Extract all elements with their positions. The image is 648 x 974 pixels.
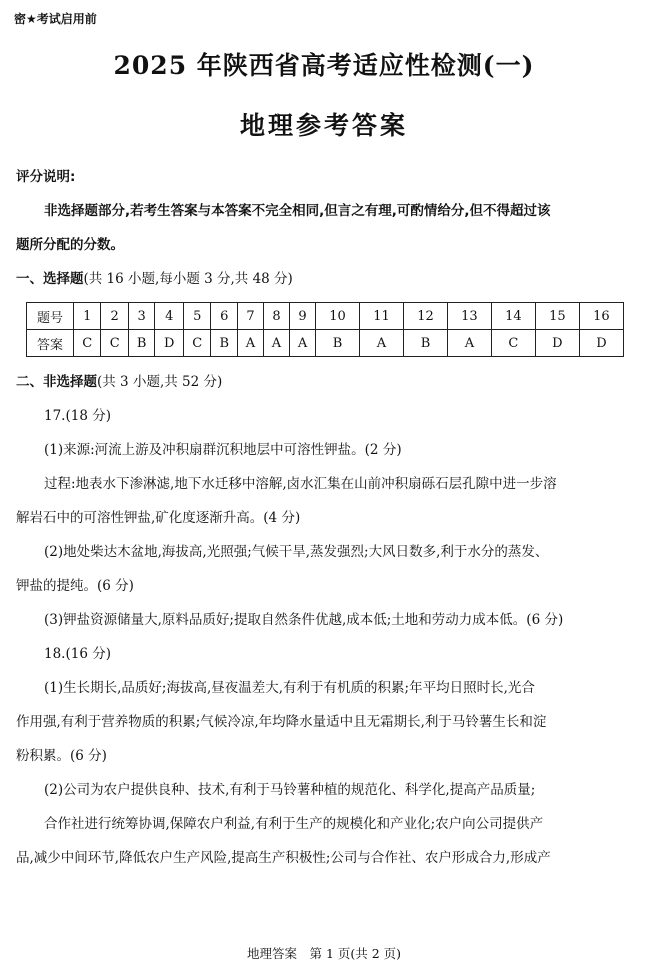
question-number-cell: 4 <box>155 303 184 330</box>
answer-text-line: (1)生长期长,品质好;海拔高,昼夜温差大,有利于有机质的积累;年平均日照时长,光合 <box>44 680 535 696</box>
question-number-cell: 12 <box>403 303 447 330</box>
question-number-cell: 10 <box>316 303 360 330</box>
answer-cell: D <box>155 330 184 357</box>
answer-text-line: 17.(18 分) <box>44 408 111 424</box>
answer-label: 答案 <box>27 330 74 357</box>
answer-text-line: (3)钾盐资源储量大,原料品质好;提取自然条件优越,成本低;土地和劳动力成本低。(6 分) <box>44 612 564 628</box>
question-number-cell: 8 <box>263 303 289 330</box>
answer-text-line: 过程:地表水下渗淋滤,地下水迁移中溶解,卤水汇集在山前冲积扇砾石层孔隙中进一步溶 <box>44 476 557 492</box>
question-number-cell: 15 <box>535 303 579 330</box>
answer-cell: D <box>579 330 623 357</box>
section1-heading <box>16 262 634 296</box>
answer-cell: C <box>184 330 211 357</box>
page-footer: 地理答案 第 1 页(共 2 页) <box>246 946 402 961</box>
answer-text-line: (2)地处柴达木盆地,海拔高,光照强;气候干旱,蒸发强烈;大风日数多,利于水分的蒸发、 <box>44 544 549 560</box>
scoring-text-line2: 题所分配的分数。 <box>16 237 124 253</box>
answer-text-line: (1)来源:河流上游及冲积扇群沉积地层中可溶性钾盐。(2 分) <box>44 442 402 458</box>
answer-cell: C <box>74 330 101 357</box>
answer-text-line: 18.(16 分) <box>44 646 111 662</box>
answer-cell: A <box>447 330 491 357</box>
answer-text-line: 粉积累。(6 分) <box>16 748 107 764</box>
answer-cell: B <box>211 330 237 357</box>
answer-text-line: (2)公司为农户提供良种、技术,有利于马铃薯种植的规范化、科学化,提高产品质量; <box>44 782 536 798</box>
answer-row <box>27 330 624 357</box>
section1-title: 一、选择题 <box>16 271 84 287</box>
question-number-cell: 3 <box>128 303 154 330</box>
answer-text-line: 作用强,有利于营养物质的积累;气候冷凉,年均降水量适中且无霜期长,利于马铃薯生长和淀 <box>16 714 547 730</box>
section2-note: (共 3 小题,共 52 分) <box>97 374 223 390</box>
answer-cell: C <box>491 330 535 357</box>
question-number-cell: 13 <box>447 303 491 330</box>
answer-text-line: 解岩石中的可溶性钾盐,矿化度逐渐升高。(4 分) <box>16 510 301 526</box>
scoring-text-line1: 非选择题部分,若考生答案与本答案不完全相同,但言之有理,可酌情给分,但不得超过该 <box>44 203 551 219</box>
answer-cell: B <box>403 330 447 357</box>
question-number-cell: 16 <box>579 303 623 330</box>
question-number-cell: 1 <box>74 303 101 330</box>
answer-cell: B <box>128 330 154 357</box>
answer-cell: A <box>237 330 263 357</box>
question-number-cell: 11 <box>360 303 404 330</box>
exam-title: 2025 年陕西省高考适应性检测(一) <box>113 51 535 80</box>
question-number-cell: 5 <box>184 303 211 330</box>
answer-text-line: 品,减少中间环节,降低农户生产风险,提高生产积极性;公司与合作社、农户形成合力,形成产 <box>16 850 551 866</box>
question-number-cell: 2 <box>101 303 128 330</box>
answer-cell: A <box>263 330 289 357</box>
question-number-label: 题号 <box>27 303 74 330</box>
section2-heading <box>16 365 634 399</box>
question-number-cell: 7 <box>237 303 263 330</box>
answer-cell: C <box>101 330 128 357</box>
answer-cell: B <box>316 330 360 357</box>
answer-text-line: 合作社进行统筹协调,保障农户利益,有利于生产的规模化和产业化;农户向公司提供产 <box>44 816 544 832</box>
confidential-mark: 密★考试启用前 <box>14 12 97 26</box>
answer-cell: D <box>535 330 579 357</box>
section2-content <box>16 399 634 875</box>
scoring-label: 评分说明: <box>16 169 76 185</box>
section1-note: (共 16 小题,每小题 3 分,共 48 分) <box>83 271 293 287</box>
answer-text-line: 钾盐的提纯。(6 分) <box>16 578 134 594</box>
answer-table <box>26 302 624 357</box>
answer-cell: A <box>360 330 404 357</box>
section2-title: 二、非选择题 <box>16 374 97 390</box>
question-number-cell: 9 <box>290 303 316 330</box>
answer-cell: A <box>290 330 316 357</box>
document-subtitle: 地理参考答案 <box>239 111 408 140</box>
question-number-cell: 14 <box>491 303 535 330</box>
question-number-cell: 6 <box>211 303 237 330</box>
question-number-row <box>27 303 624 330</box>
document-body <box>16 160 634 875</box>
